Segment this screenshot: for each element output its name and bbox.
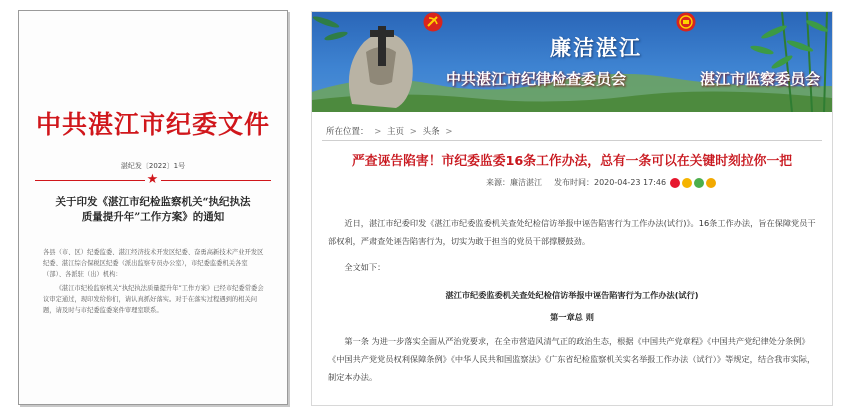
article-meta — [486, 177, 716, 188]
document-ref-number: 湛纪发〔2022〕1号 — [120, 162, 186, 170]
document-title — [29, 195, 277, 225]
publish-time-label: 发布时间： — [554, 178, 594, 187]
article-paragraph: 第一条 为进一步落实全面从严治党要求，在全市营造风清气正的政治生态，根据《中国共产党章程》《中国共产党纪律处分条例》《中国共产党党员权利保障条例》《中华人民共和国监察法》《广东省纪检监察机关实名举报工作办法（试行）》等规定，结合我市实际，制定本办法。 — [328, 336, 816, 382]
red-star-icon: ★ — [146, 172, 159, 187]
site-name: 廉洁湛江 — [550, 35, 642, 60]
article-intro: 近日，湛江市纪委印发《湛江市纪委监委机关查处纪检信访举报中诬告陷害行为工作办法(试行)》。16条工作办法，旨在保障党员干部权利，严肃查处诬告陷害行为，切实为敢于担当的党员干部撑腰鼓劲。 — [328, 218, 816, 246]
org-name-supervisory-commission: 湛江市监察委员会 — [700, 70, 821, 88]
breadcrumb-separator: > — [374, 127, 382, 137]
breadcrumb — [326, 125, 455, 137]
breadcrumb-label: 所在位置： — [326, 127, 369, 137]
banner-landscape-illustration — [312, 12, 832, 112]
org-name-party-commission: 中共湛江市纪律检查委员会 — [446, 70, 627, 88]
qzone-share-icon[interactable] — [682, 178, 692, 188]
document-paragraph: 各县（市、区）纪委监委、湛江经济技术开发区纪委、奋勇高新技术产业开发区纪委、湛江综合保税区纪委（派出监察专员办公室），市纪委监委机关各室（部）、各派驻（出）机构： — [43, 249, 264, 279]
document-body — [43, 247, 267, 318]
breadcrumb-separator: > — [409, 127, 417, 137]
document-title-line: 关于印发《湛江市纪检监察机关“执纪执法 — [55, 196, 251, 208]
full-text-label: 全文如下： — [344, 262, 386, 272]
article-document-title: 湛江市纪委监委机关查处纪检信访举报中诬告陷害行为工作办法(试行) — [445, 290, 699, 300]
document-red-header: 中共湛江市纪委文件 — [35, 110, 270, 139]
national-emblem-icon — [676, 12, 696, 32]
site-banner — [312, 12, 832, 112]
article-headline: 严查诬告陷害！市纪委监委16条工作办法，总有一条可以在关键时刻拉你一把 — [351, 154, 793, 169]
document-red-rule-right — [161, 180, 271, 181]
document-title-line: 质量提升年”工作方案》的通知 — [81, 211, 225, 223]
share-icons — [670, 178, 716, 188]
party-emblem-icon — [423, 12, 443, 32]
breadcrumb-section-link[interactable]: 头条 — [422, 127, 440, 137]
breadcrumb-home-link[interactable]: 主页 — [387, 127, 405, 137]
breadcrumb-separator: > — [445, 127, 453, 137]
publish-time-value: 2020-04-23 17:46 — [594, 178, 667, 187]
article-body — [328, 214, 816, 386]
document-red-rule-left — [35, 180, 145, 181]
source-label: 来源： — [486, 178, 510, 187]
favorite-share-icon[interactable] — [706, 178, 716, 188]
article-chapter-heading: 第一章总 则 — [550, 312, 594, 322]
weibo-share-icon[interactable] — [670, 178, 680, 188]
document-paragraph: 《湛江市纪检监察机关“执纪执法质量提升年”工作方案》已经市纪委常委会议审定通过，现印发给你们，请认真抓好落实。对于在落实过程遇到的相关问题，请及时与市纪委监委案件审理室联系。 — [43, 284, 264, 315]
breadcrumb-divider — [322, 140, 822, 141]
scanned-document — [18, 10, 288, 405]
source-value: 廉洁湛江 — [510, 178, 542, 187]
website-page — [311, 11, 833, 406]
wechat-share-icon[interactable] — [694, 178, 704, 188]
